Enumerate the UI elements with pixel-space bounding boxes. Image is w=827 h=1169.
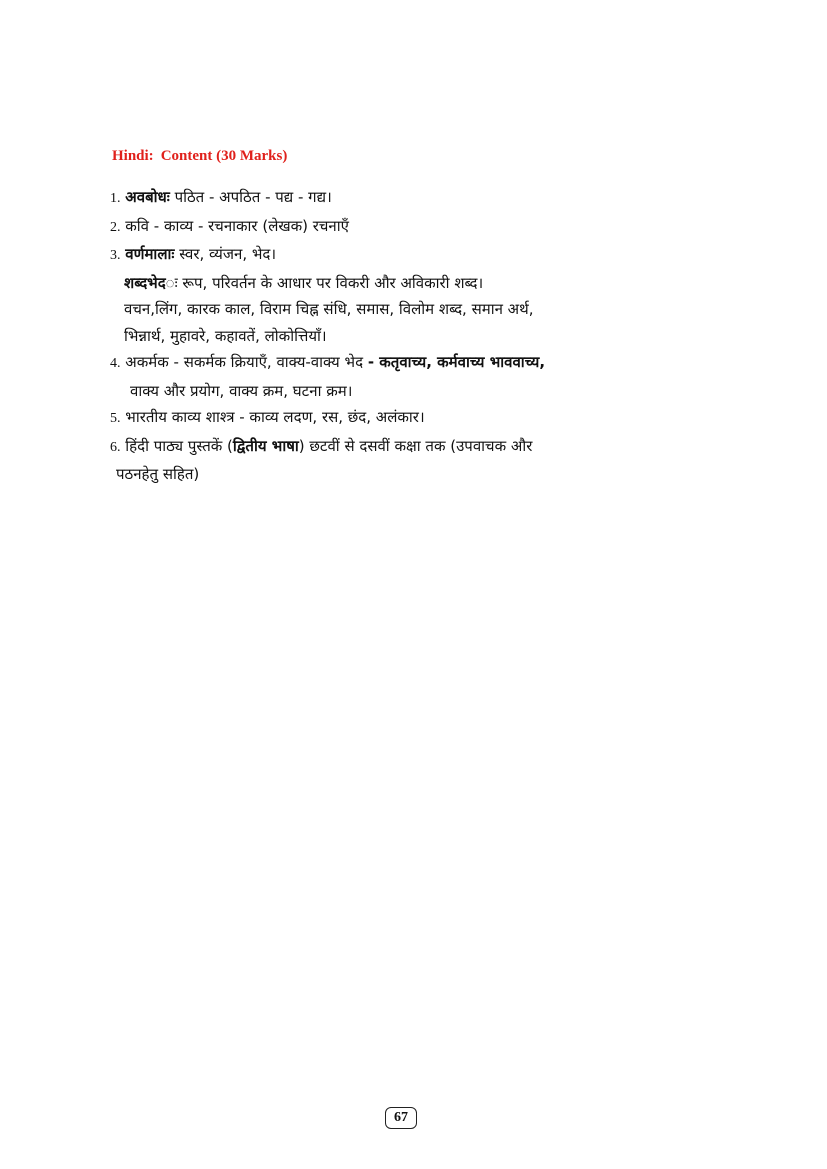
item-text: पठित - अपठित - पद्य - गद्य। bbox=[169, 188, 332, 206]
list-item-continuation bbox=[110, 296, 710, 323]
item-text: वाक्य और प्रयोग, वाक्य क्रम, घटना क्रम। bbox=[130, 381, 353, 400]
list-item-continuation bbox=[110, 323, 710, 350]
item-bold-term: अवबोधः bbox=[125, 188, 170, 206]
item-number: 1. bbox=[110, 191, 121, 206]
page-number: 67 bbox=[385, 1107, 417, 1129]
item-text: अकर्मक - सकर्मक क्रियाएँ, वाक्य-वाक्य भेद bbox=[125, 353, 368, 371]
item-text: स्वर, व्यंजन, भेद। bbox=[174, 245, 277, 263]
heading-title: Content (30 Marks) bbox=[160, 148, 288, 164]
item-text: पठनहेतु सहित) bbox=[116, 465, 200, 483]
item-number: 5. bbox=[110, 411, 121, 426]
list-item bbox=[110, 184, 710, 213]
item-number: 3. bbox=[110, 248, 121, 263]
item-text: वचन,लिंग, कारक काल, विराम चिह्न संधि, समास, विलोम शब्द, समान अर्थ, bbox=[124, 300, 534, 318]
section-heading bbox=[112, 148, 287, 165]
item-number: 4. bbox=[110, 356, 121, 371]
list-item-continuation bbox=[110, 461, 710, 488]
item-text: कवि - काव्य - रचनाकार (लेखक) रचनाएँ bbox=[125, 216, 349, 235]
list-item-continuation bbox=[110, 270, 710, 297]
content-list bbox=[110, 184, 710, 488]
list-item bbox=[110, 433, 710, 462]
item-bold-term: द्वितीय भाषा bbox=[232, 436, 299, 455]
item-text: भारतीय काव्य शाश्त्र - काव्य लदण, रस, छंद, अलंकार। bbox=[120, 408, 425, 426]
item-text: ः रूप, परिवर्तन के आधार पर विकरी और अविकारी शब्द। bbox=[165, 273, 484, 292]
list-item bbox=[110, 404, 710, 433]
item-text: हिंदी पाठ्य पुस्तकें ( bbox=[125, 436, 233, 455]
heading-label: Hindi: bbox=[112, 148, 154, 164]
item-bold-term: - कतृवाच्य, कर्मवाच्य भाववाच्य, bbox=[367, 353, 546, 371]
list-item bbox=[110, 213, 710, 242]
item-text: ) छटवीं से दसवीं कक्षा तक (उपवाचक और bbox=[298, 436, 533, 455]
item-number: 2. bbox=[110, 219, 121, 235]
list-item-continuation bbox=[110, 378, 710, 405]
item-number: 6. bbox=[110, 439, 121, 455]
list-item bbox=[110, 349, 710, 378]
item-text: भिन्नार्थ, मुहावरे, कहावतें, लोकोत्तियाँ। bbox=[124, 326, 327, 345]
item-bold-term: वर्णमालाः bbox=[125, 245, 175, 263]
item-bold-term: शब्दभेद bbox=[124, 273, 166, 292]
list-item bbox=[110, 241, 710, 270]
